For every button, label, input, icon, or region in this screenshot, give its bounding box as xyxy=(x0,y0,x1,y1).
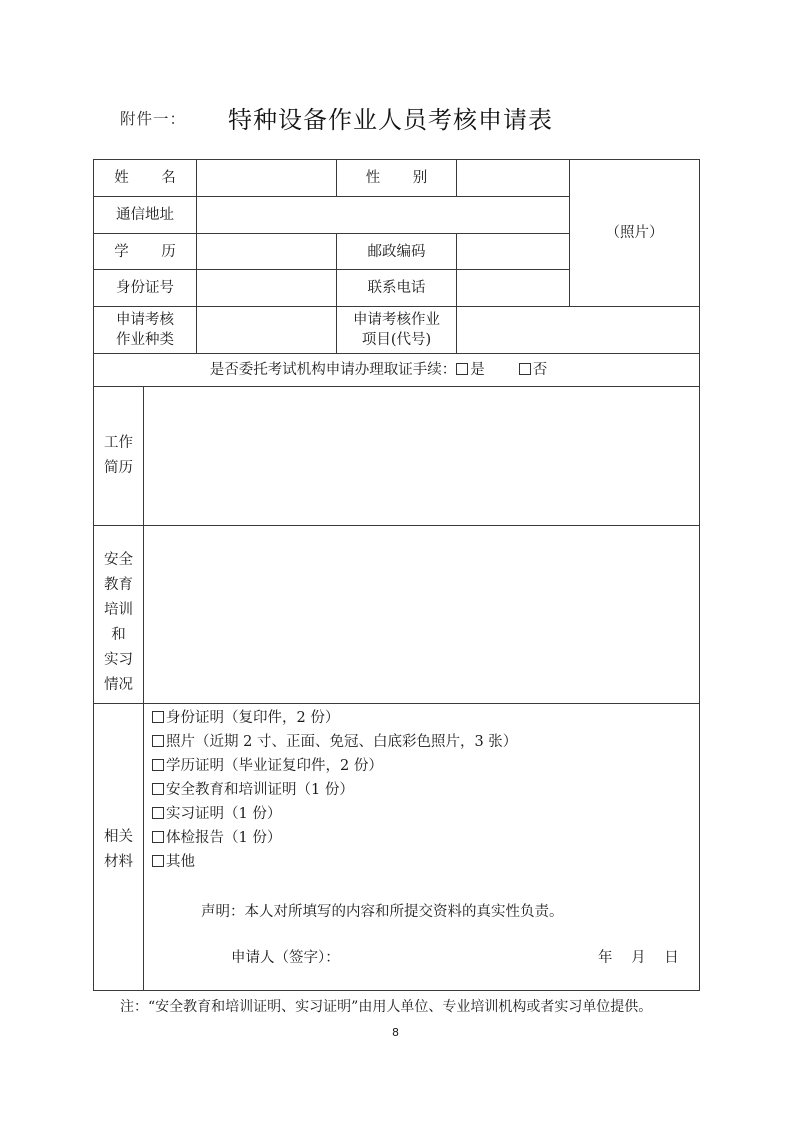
name-label xyxy=(94,160,196,196)
category-label xyxy=(94,307,196,353)
material-item[interactable] xyxy=(152,754,383,778)
material-text: 实习证明（1 份） xyxy=(166,806,282,822)
material-text: 其他 xyxy=(166,854,195,870)
education-label xyxy=(94,234,196,269)
id-number-label: 身份证号 xyxy=(116,280,174,296)
checkbox-no[interactable] xyxy=(519,363,531,375)
date-day: 日 xyxy=(664,950,679,966)
education-field[interactable] xyxy=(197,234,336,269)
photo-box[interactable] xyxy=(570,160,699,306)
entrust-row xyxy=(94,354,699,386)
work-history-label-line: 工作 xyxy=(104,435,133,451)
material-item[interactable] xyxy=(152,706,339,730)
safety-training-field[interactable] xyxy=(144,526,699,703)
material-text: 照片（近期 2 寸、正面、免冠、白底彩色照片，3 张） xyxy=(166,734,518,750)
signature-label: 申请人（签字）： xyxy=(231,950,340,966)
safety-label-line: 实习 xyxy=(104,651,133,668)
safety-label-line: 培训 xyxy=(104,601,133,618)
page-number: 8 xyxy=(392,1026,399,1039)
attachment-label: 附件一： xyxy=(120,110,187,128)
entrust-yes-label: 是 xyxy=(470,362,485,378)
gender-label-text: 性 别 xyxy=(365,170,442,186)
table-rule xyxy=(93,703,700,704)
phone-label: 联系电话 xyxy=(367,280,426,296)
item-label-line2: 项目(代号) xyxy=(361,332,432,348)
checkbox[interactable] xyxy=(152,711,164,723)
material-item[interactable] xyxy=(152,850,195,874)
name-field[interactable] xyxy=(197,160,336,196)
declaration-text: 声明：本人对所填写的内容和所提交资料的真实性负责。 xyxy=(201,904,564,920)
material-item[interactable] xyxy=(152,826,281,850)
category-field[interactable] xyxy=(197,307,336,353)
safety-label-line: 安全 xyxy=(104,551,133,568)
safety-label-line: 和 xyxy=(111,626,126,643)
footnote: 注：“安全教育和培训证明、实习证明”由用人单位、专业培训机构或者实习单位提供。 xyxy=(120,999,653,1015)
checkbox[interactable] xyxy=(152,783,164,795)
material-item[interactable] xyxy=(152,802,281,826)
item-label-line1: 申请考核作业 xyxy=(353,312,440,328)
item-field[interactable] xyxy=(457,307,699,353)
date-month: 月 xyxy=(631,950,646,966)
id-number-field[interactable] xyxy=(197,270,336,306)
materials-label xyxy=(94,825,143,875)
work-history-label-line: 简历 xyxy=(104,460,133,476)
category-label-line1: 申请考核 xyxy=(116,312,174,328)
checkbox[interactable] xyxy=(152,855,164,867)
item-label xyxy=(337,307,456,353)
material-text: 体检报告（1 份） xyxy=(166,830,282,846)
material-text: 身份证明（复印件，2 份） xyxy=(166,710,340,726)
entrust-no-label: 否 xyxy=(532,362,548,378)
checkbox[interactable] xyxy=(152,831,164,843)
gender-field[interactable] xyxy=(457,160,569,196)
checkbox[interactable] xyxy=(152,807,164,819)
materials-label-line: 材料 xyxy=(104,854,133,870)
entrust-no-option[interactable] xyxy=(519,360,548,380)
photo-label: （照片） xyxy=(605,225,664,241)
gender-label xyxy=(337,160,456,196)
page-title: 特种设备作业人员考核申请表 xyxy=(228,106,553,134)
material-item[interactable] xyxy=(152,778,354,802)
material-text: 学历证明（毕业证复印件，2 份） xyxy=(166,758,383,774)
name-label-text: 姓 名 xyxy=(114,170,190,186)
table-border-bottom xyxy=(93,990,700,991)
education-label-text: 学 历 xyxy=(114,243,190,260)
table-border-right xyxy=(699,159,700,990)
material-text: 安全教育和培训证明（1 份） xyxy=(166,782,354,798)
material-item[interactable] xyxy=(152,730,517,754)
address-field[interactable] xyxy=(197,197,569,233)
signature-date[interactable] xyxy=(598,946,679,967)
work-history-field[interactable] xyxy=(144,387,699,525)
date-year: 年 xyxy=(598,950,613,966)
safety-label-line: 教育 xyxy=(104,576,133,593)
safety-label-line: 情况 xyxy=(104,676,133,693)
postcode-label: 邮政编码 xyxy=(367,243,426,260)
checkbox[interactable] xyxy=(152,759,164,771)
postcode-field[interactable] xyxy=(457,234,569,269)
address-label: 通信地址 xyxy=(116,207,174,223)
work-history-label xyxy=(94,387,143,525)
category-label-line2: 作业种类 xyxy=(116,332,174,348)
materials-label-line: 相关 xyxy=(104,829,133,845)
phone-field[interactable] xyxy=(457,270,569,306)
safety-training-label xyxy=(94,526,143,703)
checkbox-yes[interactable] xyxy=(456,363,468,375)
checkbox[interactable] xyxy=(152,735,164,747)
entrust-question: 是否委托考试机构申请办理取证手续： xyxy=(209,362,457,378)
entrust-yes-option[interactable] xyxy=(456,360,485,380)
